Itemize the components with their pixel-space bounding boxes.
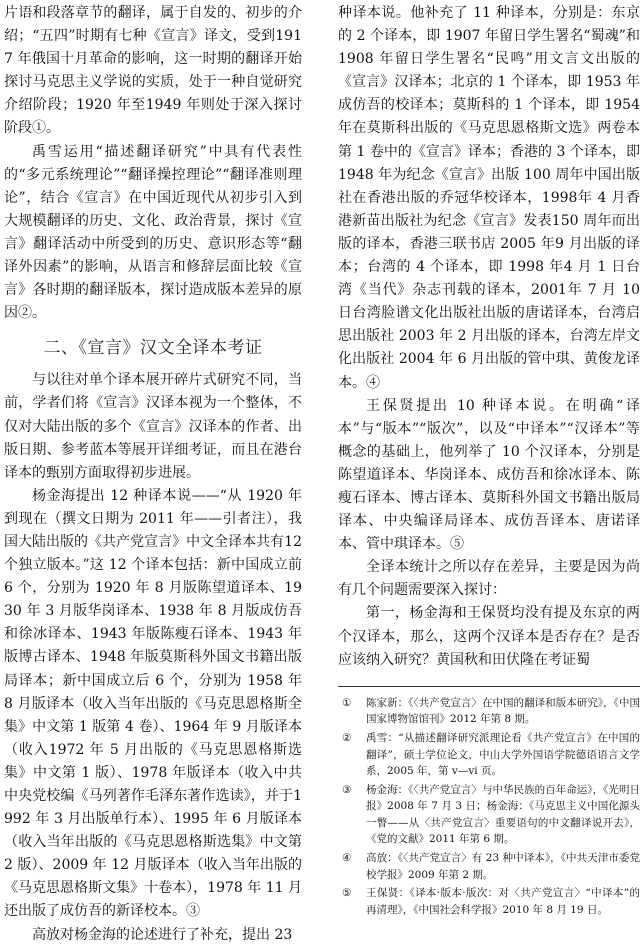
right-paragraph-3: 全译本统计之所以存在差异，主要是因为尚有几个问题需要深入探讨： (338, 559, 640, 599)
footnote-text: 王保贤：《译本·版本·版次：对〈共产党宣言〉“中译本”的再清理》，《中国社会科学报》2010 年 8 月 19 日。 (366, 887, 640, 916)
left-paragraph-3: 与以往对单个译本展开碎片式研究不同，当前，学者们将《宣言》汉译本视为一个整体，不仅对大陆出版的多个《宣言》汉译本的作者、出版日期、参考蓝本等展开详细考证，而且在港台译本的甄别方面取得初步进展。 (4, 372, 302, 481)
footnote-number: ③ (342, 783, 352, 796)
right-paragraph-1: 种译本说。他补充了 11 种译本，分别是：东京的 2 个译本，即 1907 年留日学生署名“蜀魂”和 1908 年留日学生署名“民鸣”用文言文出版的《宣言》汉译本；北京的 1 个译本，即 1953 年成仿吾的校译本；莫斯科的 1 个译本，即 1954 年在莫斯科出版的《马克思恩格斯文选》两卷本第 1 卷中的《宣言》译本；香港的 3 个译本，即 1948 年为纪念《宣言》出版 100 周年中国出版社在香港出版的乔冠华校译本，1998年 4 月香港新苗出版社为纪念《宣言》发表150 周年而出版的译本，香港三联书店 2005 年9 月出版的译本；台湾的 4 个译本，即 1998 年4 月 1 日台湾《当代》杂志刊载的译本，2001年 7 月 10 日台湾脸谱文化出版社出版的唐诺译本，台湾启思出版社 2003 年 2 月出版的译本，台湾左岸文化出版社 2004 年 6 月出版的管中琪、黄俊龙译本。④ (338, 5, 640, 391)
left-column (4, 2, 302, 947)
left-paragraph-4: 杨金海提出 12 种译本说——“从 1920 年到现在（撰文日期为 2011 年——引者注），我国大陆出版的《共产党宣言》中文全译本共有12 个独立版本。”这 12 个译本包括：新中国成立前 6 个，分别为 1920 年 8 月版陈望道译本、1930 年 3 月版华岗译本、1938 年 8 月版成仿吾和徐冰译本、1943 年版陈瘦石译本、1943 年版博古译本、1948 年版莫斯科外国文书籍出版局译本；新中国成立后 6 个，分别为 1958 年 8 月版译本（收入当年出版的《马克思恩格斯全集》中文第 1 版第 4 卷）、1964 年 9 月版译本（收入1972 年 5 月出版的《马克思恩格斯选集》中文第 1 版）、1978 年版译本（收入中共中央党校编《马列著作毛泽东著作选读》，并于1992 年 3 月出版单行本）、1995 年 6 月版译本（收入当年出版的《马克思恩格斯选集》中文第 2 版）、2009 年 12 月版译本（收入当年出版的《马克思恩格斯文集》十卷本），1978 年 11 月还出版了成仿吾的新译校本。③ (4, 487, 302, 920)
footnote-item (338, 695, 640, 728)
left-paragraph-2: 禹雪运用“描述翻译研究”中具有代表性的“多元系统理论”“翻译操控理论”“翻译准则理论”，结合《宣言》在中国近现代从初步引入到大规模翻译的历史、文化、政治背景，探讨《宣言》翻译活动中所受到的历史、意识形态等“翻译外因素”的影响，从语言和修辞层面比较《宣言》各时期的翻译版本，探讨造成版本差异的原因②。 (4, 143, 302, 322)
footnote-number: ② (342, 731, 352, 744)
right-paragraph-4: 第一，杨金海和王保贤均没有提及东京的两个汉译本，那么，这两个汉译本是否存在？是否应该纳入研究？黄国秋和田伏隆在考证蜀 (338, 605, 640, 668)
right-paragraph-2: 王保贤提出 10 种译本说。在明确“译本”与“版本”“版次”，以及“中译本”“汉译本”等概念的基础上，他列举了 10 个汉译本，分别是陈望道译本、华岗译本、成仿吾和徐冰译本、陈瘦石译本、博古译本、莫斯科外国文书籍出版局译本、中央编译局译本、成仿吾译本、唐诺译本、管中琪译本。⑤ (338, 397, 640, 553)
footnote-number: ⑤ (342, 887, 352, 900)
footnote-text: 禹雪：“从描述翻译研究派理论看《共产党宣言》在中国的翻译”，硕士学位论文，中山大学外国语学院德语语言文学系，2005 年，第 v—vi 页。 (366, 731, 640, 778)
footnote-number: ① (342, 696, 352, 709)
footnote-item (338, 782, 640, 848)
left-paragraph-1: 片语和段落章节的翻译，属于自发的、初步的介绍；“五四”时期有七种《宣言》译文，受到1917 年俄国十月革命的影响，这一时期的翻译开始探讨马克思主义学说的实质，处于一种自觉研究介绍阶段；1920 年至1949 年则处于深入探讨阶段①。 (4, 5, 302, 137)
footnote-text: 高放：《〈共产党宣言〉有 23 种中译本》，《中共天津市委党校学报》2009 年第 2 期。 (366, 852, 640, 881)
right-column (338, 2, 640, 920)
footnote-text: 杨金海：《〈共产党宣言〉与中华民族的百年命运》，《光明日报》2008 年 7 月 3 日；杨金海：《马克思主义中国化源头一瞥——从〈共产党宣言〉重要语句的中文翻译说开去》，《党的文献》2011 年第 6 期。 (366, 783, 640, 846)
left-paragraph-5: 高放对杨金海的论述进行了补充，提出 23 (32, 926, 293, 943)
footnotes (338, 686, 640, 919)
footnote-item (338, 885, 640, 918)
footnote-text: 陈家新：《〈共产党宣言〉在中国的翻译和版本研究》，《中国国家博物馆馆刊》2012 年第 8 期。 (366, 696, 640, 726)
footnote-item (338, 730, 640, 780)
footnote-number: ④ (342, 852, 352, 865)
footnote-item (338, 850, 640, 883)
section-title: 二、《宣言》汉文全译本考证 (43, 338, 263, 359)
